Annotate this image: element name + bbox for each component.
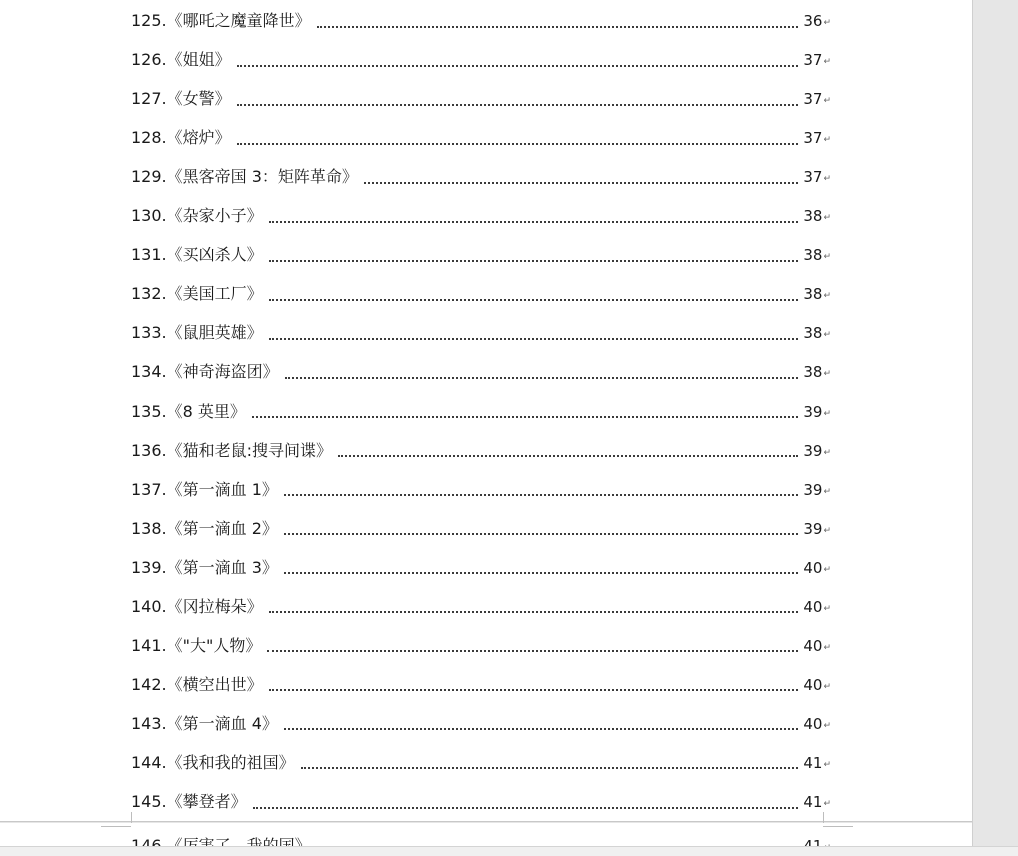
toc-entry-label [131, 88, 237, 110]
toc-entry[interactable] [131, 244, 831, 266]
toc-entry[interactable] [131, 205, 831, 227]
dot-leader [317, 25, 799, 28]
toc-entry[interactable] [131, 283, 831, 305]
toc-entry-number: 138. [131, 518, 167, 538]
toc-entry-label [131, 791, 253, 813]
toc-entry-page-number: 40 [803, 636, 823, 655]
toc-entry-page-number: 38 [803, 285, 823, 304]
paragraph-mark-icon: ↵ [823, 720, 831, 731]
toc-entry-number: 125. [131, 11, 167, 30]
toc-entry-number: 128. [131, 128, 167, 148]
toc-entry-page-number: 37 [803, 129, 823, 148]
dot-leader [284, 493, 798, 496]
dot-leader [269, 220, 799, 223]
toc-entry-page-number: 41 [803, 793, 823, 811]
toc-entry[interactable] [131, 88, 831, 110]
toc-entry-label [131, 205, 269, 227]
toc-entry[interactable] [131, 518, 831, 540]
toc-entry-label [131, 10, 317, 32]
dot-leader [252, 415, 798, 418]
dot-leader [267, 649, 798, 652]
toc-entry-page-number: 38 [803, 363, 823, 382]
paragraph-mark-icon: ↵ [823, 603, 831, 614]
paragraph-mark-icon: ↵ [823, 681, 831, 692]
toc-entry-title: 《第一滴血 1》 [166, 479, 278, 499]
dot-leader [269, 337, 799, 340]
toc-entry-title: 《买凶杀人》 [166, 245, 263, 265]
paragraph-mark-icon: ↵ [823, 96, 831, 107]
toc-entry-title: 《"大"人物》 [166, 635, 262, 655]
toc-entry-label [131, 244, 269, 266]
dot-leader [237, 103, 799, 106]
paragraph-mark-icon: ↵ [823, 252, 831, 263]
toc-entry-page-number: 40 [803, 558, 823, 577]
paragraph-mark-icon: ↵ [823, 759, 831, 770]
toc-entry-number: 145. [131, 792, 167, 811]
page-corner-mark-top-left [101, 826, 131, 829]
toc-entry-number: 136. [131, 440, 167, 460]
toc-entry-number: 139. [131, 557, 167, 577]
toc-entry-number: 134. [131, 362, 167, 382]
toc-entry-title: 《我和我的祖国》 [166, 752, 295, 772]
paragraph-mark-icon: ↵ [823, 642, 831, 653]
toc-entry[interactable] [131, 361, 831, 383]
dot-leader [338, 454, 798, 457]
toc-entry-label [131, 713, 284, 735]
toc-entry-title: 《猫和老鼠:搜寻间谍》 [166, 440, 333, 460]
toc-entry-page-number: 39 [803, 519, 823, 538]
toc-entry[interactable] [131, 752, 831, 774]
toc-entry-title: 《攀登者》 [166, 792, 247, 811]
dot-leader [284, 727, 798, 730]
toc-entry-page-number: 39 [803, 480, 823, 499]
toc-entry-label [131, 127, 237, 149]
paragraph-mark-icon: ↵ [823, 525, 831, 536]
paragraph-mark-icon: ↵ [823, 369, 831, 380]
toc-entry-title: 《鼠胆英雄》 [166, 323, 263, 343]
toc-entry-title: 《姐姐》 [166, 50, 231, 70]
toc-entry-page-number: 40 [803, 597, 823, 616]
dot-leader [253, 806, 799, 809]
toc-entry-label [131, 674, 269, 696]
paragraph-mark-icon: ↵ [823, 57, 831, 68]
dot-leader [364, 181, 798, 184]
toc-entry-page-number: 39 [803, 441, 823, 460]
toc-entry-number: 129. [131, 167, 167, 187]
toc-entry-page-number: 39 [803, 402, 823, 421]
paragraph-mark-icon: ↵ [823, 174, 831, 185]
dot-leader [285, 376, 799, 379]
toc-entry-number: 133. [131, 323, 167, 343]
toc-entry-title: 《神奇海盗团》 [166, 362, 279, 382]
toc-entry-page-number: 40 [803, 714, 823, 733]
toc-entry-label [131, 752, 301, 774]
toc-entry-number: 131. [131, 245, 167, 265]
toc-entry-page-number: 36 [803, 12, 823, 30]
toc-entry[interactable] [131, 557, 831, 579]
dot-leader [237, 142, 799, 145]
toc-entry[interactable] [131, 479, 831, 501]
dot-leader [269, 259, 799, 262]
toc-entry[interactable] [131, 166, 831, 188]
dot-leader [269, 688, 799, 691]
toc-entry[interactable] [131, 401, 831, 423]
paragraph-mark-icon: ↵ [823, 18, 831, 28]
toc-entry[interactable] [131, 322, 831, 344]
paragraph-mark-icon: ↵ [823, 213, 831, 224]
dot-leader [284, 571, 798, 574]
toc-entry-label [131, 322, 269, 344]
dot-leader [237, 64, 799, 67]
toc-entry-title: 《杂家小子》 [166, 206, 263, 226]
toc-entry-title: 《第一滴血 3》 [166, 557, 278, 577]
toc-entry-title: 《哪吒之魔童降世》 [166, 11, 311, 30]
toc-entry-number: 144. [131, 752, 167, 772]
dot-leader [301, 766, 799, 769]
dot-leader [284, 532, 798, 535]
toc-entry[interactable] [131, 674, 831, 696]
paragraph-mark-icon: ↵ [823, 447, 831, 458]
paragraph-mark-icon: ↵ [823, 135, 831, 146]
toc-entry[interactable] [131, 635, 831, 657]
toc-entry-title: 《黑客帝国 3：矩阵革命》 [166, 167, 358, 187]
toc-entry-label [131, 479, 284, 501]
toc-entry-number: 141. [131, 635, 167, 655]
toc-entry-number: 135. [131, 401, 167, 421]
toc-entry-number: 142. [131, 674, 167, 694]
toc-entry-label [131, 283, 269, 305]
toc-entry-label [131, 361, 285, 383]
toc-entry-title: 《女警》 [166, 89, 231, 109]
toc-entry-label [131, 166, 364, 188]
toc-entry-label [131, 596, 269, 618]
toc-entry-label [131, 557, 284, 579]
toc-entry[interactable] [131, 440, 831, 462]
toc-entry[interactable] [131, 713, 831, 735]
toc-entry-title: 《熔炉》 [166, 128, 231, 148]
toc-entry-number: 137. [131, 479, 167, 499]
dot-leader [269, 610, 799, 613]
toc-entry-label [131, 440, 338, 462]
toc-entry-number: 140. [131, 596, 167, 616]
toc-entry[interactable] [131, 10, 831, 32]
toc-entry-number: 126. [131, 50, 167, 70]
toc-entry-label [131, 49, 237, 71]
toc-entry-number: 143. [131, 713, 167, 733]
dot-leader [269, 298, 799, 301]
toc-entry-page-number: 38 [803, 324, 823, 343]
toc-entry[interactable] [131, 127, 831, 149]
toc-entry-title: 《第一滴血 2》 [166, 518, 278, 538]
toc-entry[interactable] [131, 791, 831, 813]
toc-entry-page-number: 37 [803, 51, 823, 70]
toc-entry-number: 127. [131, 89, 167, 109]
toc-entry-label [131, 401, 252, 423]
toc-entry-page-number: 40 [803, 675, 823, 694]
paragraph-mark-icon: ↵ [823, 291, 831, 302]
toc-entry-label [131, 518, 284, 540]
toc-entry[interactable] [131, 596, 831, 618]
toc-entry-title: 《8 英里》 [166, 401, 246, 421]
toc-entry-number: 130. [131, 206, 167, 226]
toc-entry-title: 《美国工厂》 [166, 284, 263, 304]
toc-entry-title: 《横空出世》 [166, 674, 263, 694]
toc-entry-page-number: 37 [803, 168, 823, 187]
page-corner-mark-top-right [823, 826, 853, 829]
paragraph-mark-icon: ↵ [823, 564, 831, 575]
document-background [973, 0, 1018, 855]
toc-entry[interactable] [131, 49, 831, 71]
toc-entry-title: 《冈拉梅朵》 [166, 596, 263, 616]
toc-entry-page-number: 41 [803, 753, 823, 772]
paragraph-mark-icon: ↵ [823, 408, 831, 419]
toc-entry-page-number: 37 [803, 90, 823, 109]
toc-entry-number: 132. [131, 284, 167, 304]
paragraph-mark-icon: ↵ [823, 330, 831, 341]
toc-entry-page-number: 38 [803, 246, 823, 265]
paragraph-mark-icon: ↵ [823, 799, 831, 809]
toc-entry-title: 《第一滴血 4》 [166, 713, 278, 733]
toc-entry-label [131, 635, 267, 657]
toc-entry-page-number: 38 [803, 207, 823, 226]
paragraph-mark-icon: ↵ [823, 486, 831, 497]
